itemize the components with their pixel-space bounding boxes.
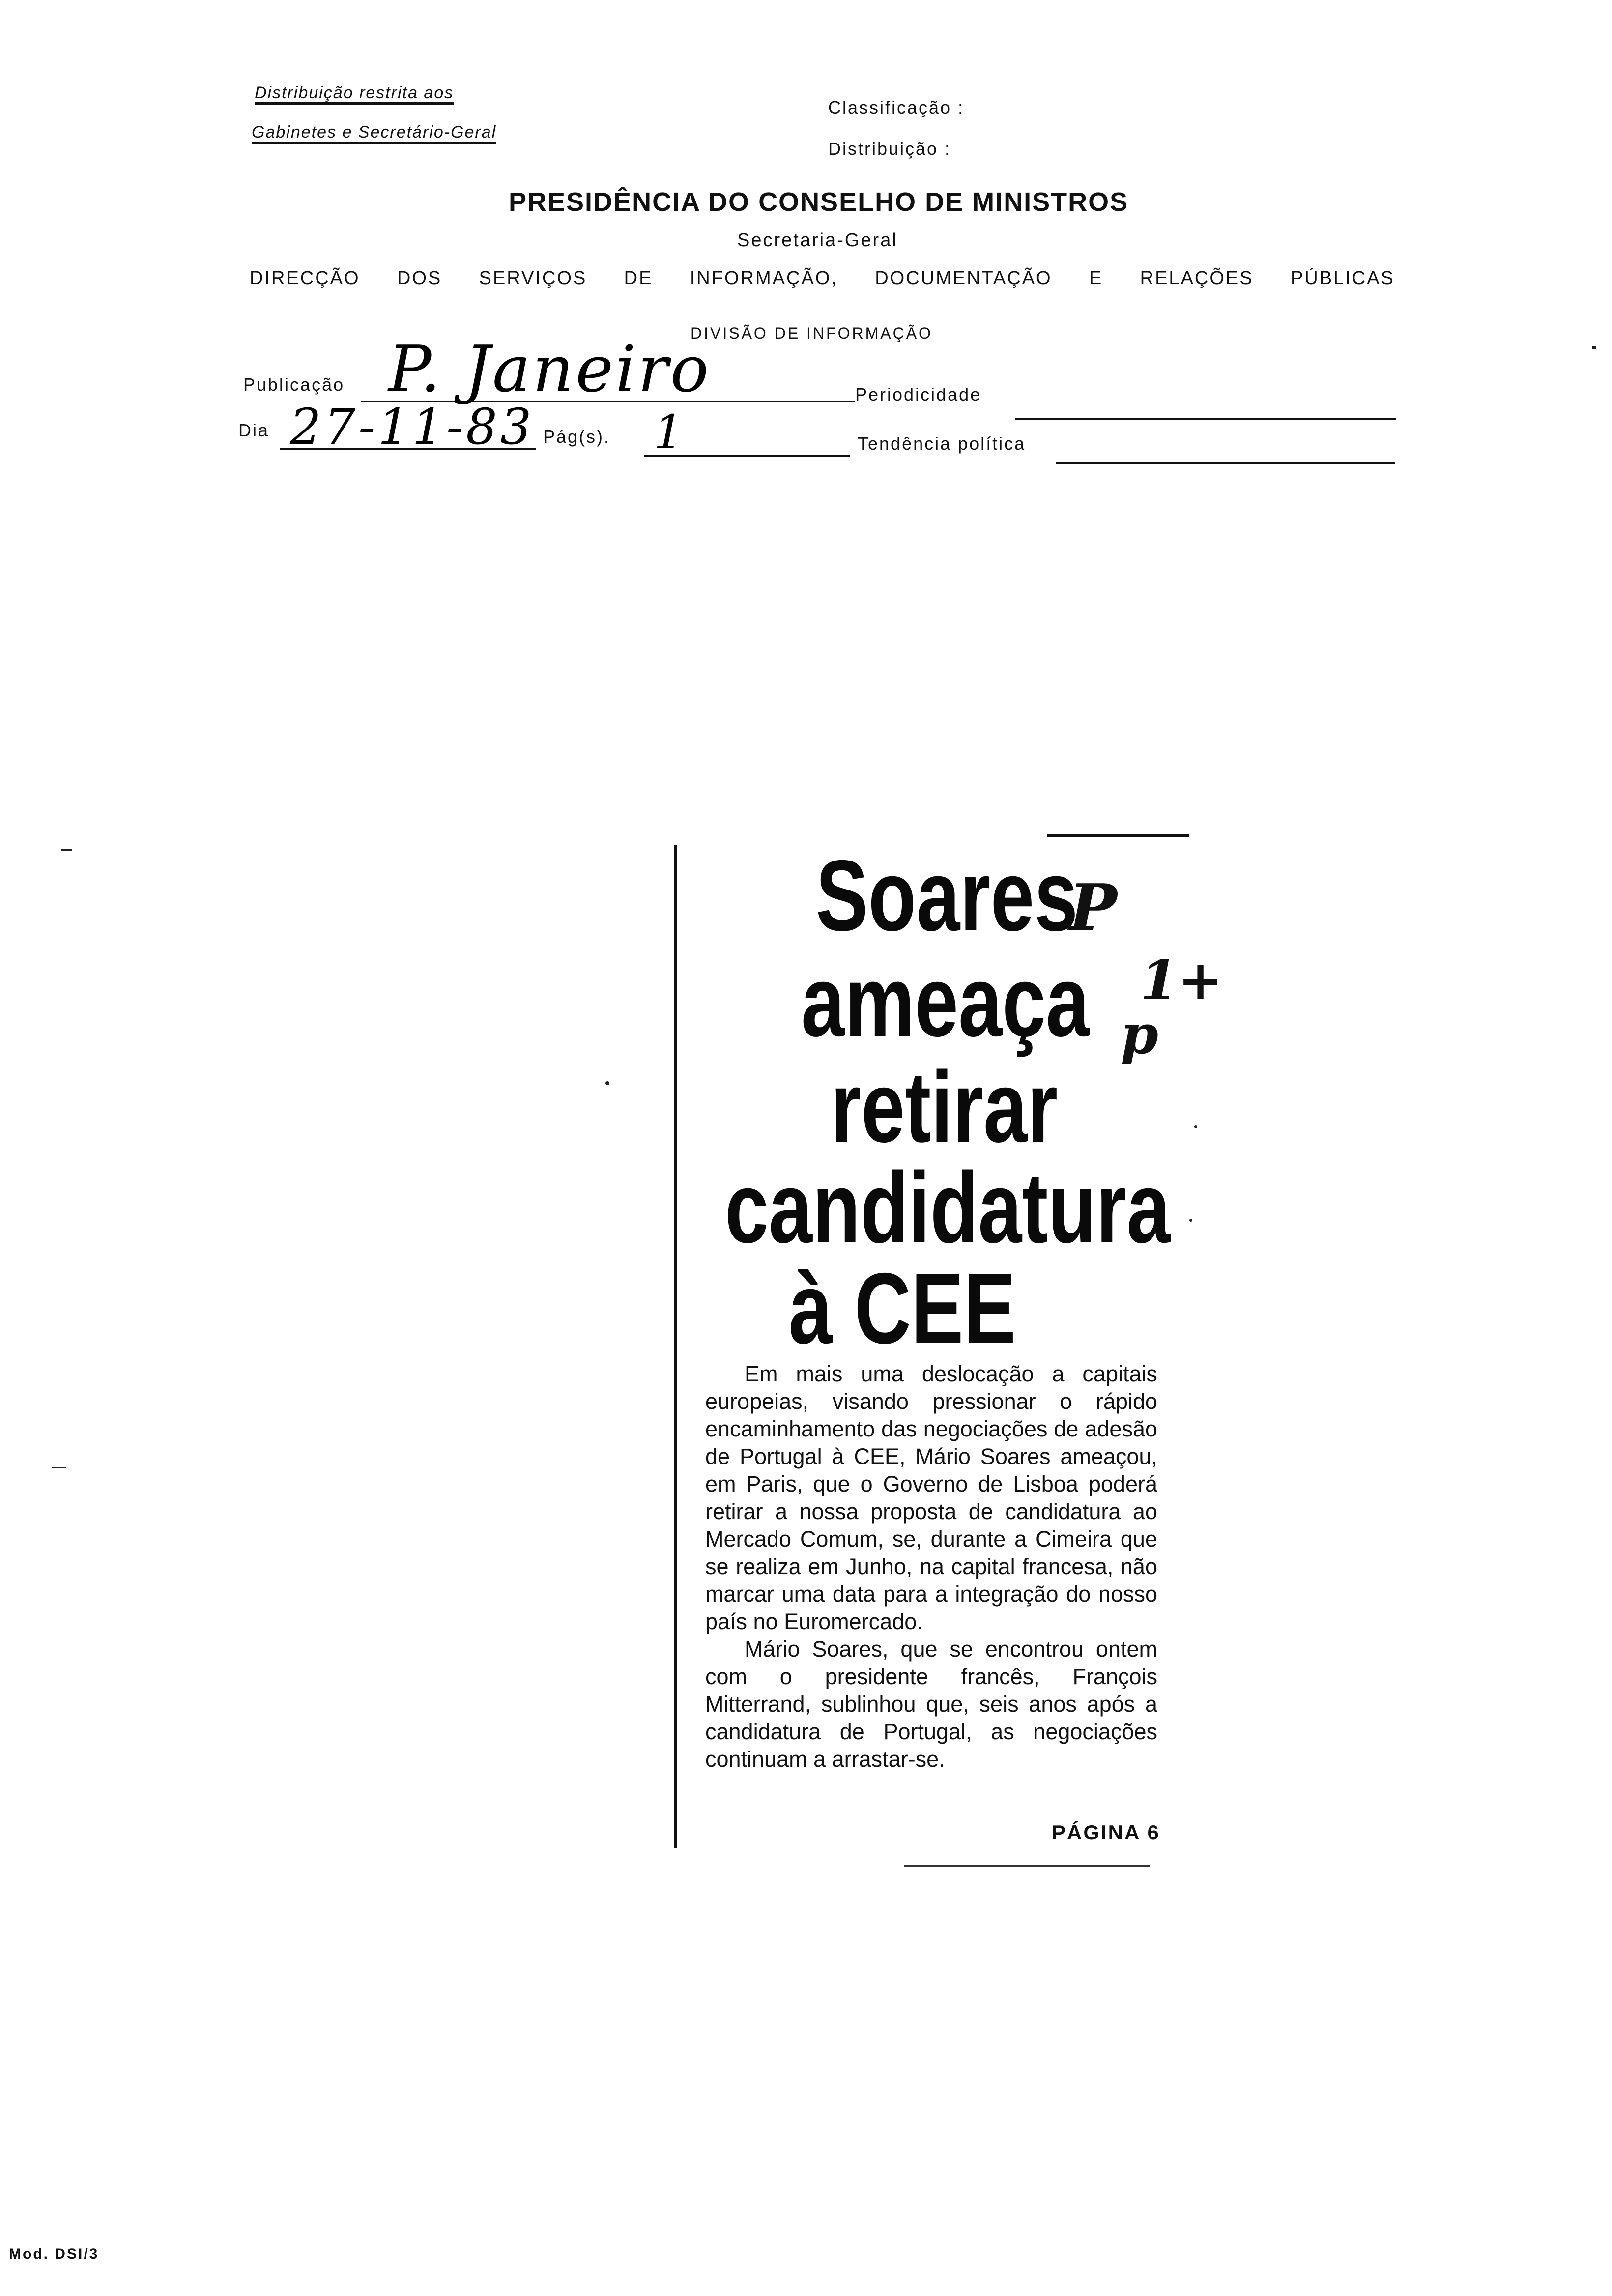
page-reference: PÁGINA 6 [1052, 1821, 1160, 1844]
article-paragraph-1: Em mais uma deslocação a capitais europeias, visando pressionar o rápido encaminhamento das negociações de adesão de Portugal à CEE, Mário Soares ameaçou, em Paris, que o Governo de Lisboa poderá retirar a nossa proposta de candidatura ao Mercado Comum, se, durante a Cimeira que se realiza em Junho, na capital francesa, não marcar uma data para a integração do nosso país no Euromercado. [705, 1361, 1157, 1634]
headline-line-5: à CEE [789, 1252, 1016, 1365]
restriction-line-1: Distribuição restrita aos [255, 84, 454, 103]
scan-speck [61, 849, 72, 851]
department-line [250, 268, 1395, 289]
restriction-line-2: Gabinetes e Secretário-Geral [252, 123, 496, 142]
handwritten-note-3: p [1121, 1003, 1158, 1066]
department-word: SERVIÇOS [479, 268, 587, 288]
scan-speck [52, 1467, 66, 1468]
clipping-edge [674, 845, 677, 1848]
headline-line-2: ameaça [801, 945, 1090, 1058]
publication-handwritten: P. Janeiro [388, 332, 711, 406]
clipping-top-rule [1047, 834, 1189, 837]
document-title: PRESIDÊNCIA DO CONSELHO DE MINISTROS [509, 187, 1129, 217]
political-tendency-line [1056, 462, 1395, 464]
scan-speck [1592, 346, 1596, 349]
division-label: DIVISÃO DE INFORMAÇÃO [691, 324, 933, 342]
model-code: Mod. DSI/3 [9, 2246, 99, 2262]
handwritten-note-1: P [1069, 870, 1117, 945]
scan-speck [1189, 1219, 1192, 1222]
department-word: DIRECÇÃO [250, 268, 360, 288]
article-body [705, 1360, 1157, 1773]
department-word: DOS [397, 268, 442, 288]
department-word: DOCUMENTAÇÃO [875, 268, 1052, 288]
pages-label: Pág(s). [543, 427, 611, 447]
department-word: DE [624, 268, 653, 288]
department-word: PÚBLICAS [1290, 268, 1395, 288]
document-subtitle: Secretaria-Geral [737, 230, 898, 251]
pages-handwritten: 1 [654, 405, 684, 459]
day-label: Dia [238, 420, 270, 440]
classification-label: Classificação : [828, 97, 965, 117]
scan-speck [605, 1081, 609, 1085]
article-paragraph-2: Mário Soares, que se encontrou ontem com o presidente francês, François Mitterrand, sublinhou que, seis anos após a candidatura de Portugal, as negociações continuam a arrastar-se. [705, 1636, 1157, 1772]
department-word: E [1089, 268, 1103, 288]
political-tendency-label: Tendência política [858, 433, 1026, 454]
distribution-label: Distribuição : [828, 139, 951, 159]
handwritten-note-2: 1+ [1140, 948, 1223, 1012]
headline-line-1: Soares [816, 839, 1078, 952]
publication-label: Publicação [243, 374, 345, 395]
day-handwritten: 27-11-83 [290, 398, 535, 456]
clipping-bottom-rule [904, 1865, 1150, 1867]
department-word: RELAÇÕES [1140, 268, 1254, 288]
department-word: INFORMAÇÃO, [690, 268, 838, 288]
headline-line-3: retirar [831, 1051, 1058, 1163]
periodicity-line [1015, 418, 1396, 420]
scan-speck [1194, 1125, 1197, 1128]
headline-line-4: candidatura [725, 1151, 1171, 1264]
periodicity-label: Periodicidade [855, 384, 982, 404]
